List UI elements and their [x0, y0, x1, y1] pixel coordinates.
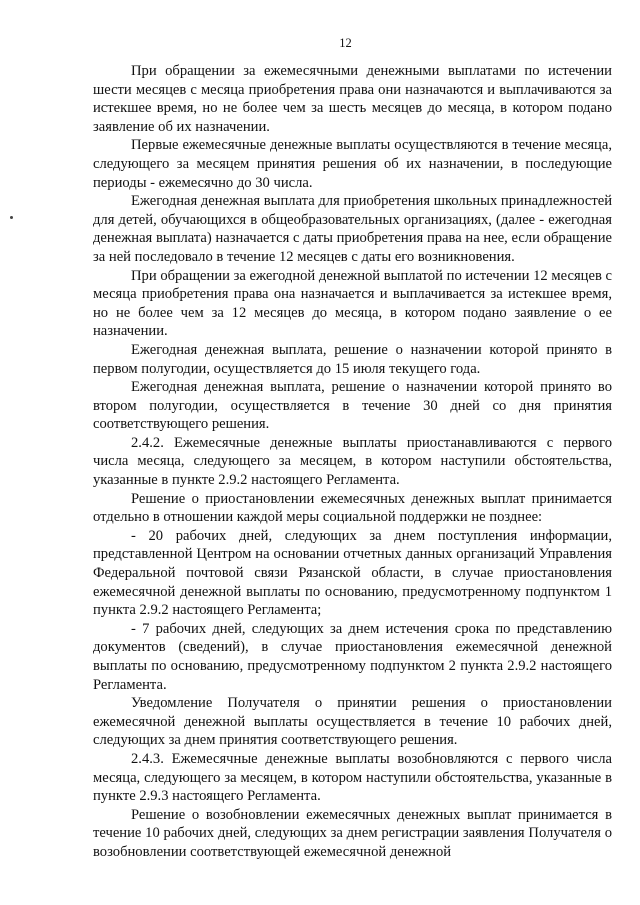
- paragraph: 2.4.3. Ежемесячные денежные выплаты возобновляются с первого числа месяца, следующего за месяцем, в котором наступили обстоятельства, указанные в пункте 2.9.3 настоящего Регламента.: [93, 750, 612, 805]
- paragraph: Ежегодная денежная выплата для приобретения школьных принадлежностей для детей, обучающихся в общеобразовательных организациях, (далее - ежегодная денежная выплата) назначается с даты приобретения права на нее, если обращение за ней последовало в течение 12 месяцев с даты его возникновения.: [93, 193, 612, 265]
- list-item: - 7 рабочих дней, следующих за днем истечения срока по представлению документов (сведений), в случае приостановления ежемесячной денежной выплаты по основанию, предусмотренному подпунктом 2 пункта 2.9.2 настоящего Регламента.: [93, 620, 612, 693]
- paragraph: 2.4.2. Ежемесячные денежные выплаты приостанавливаются с первого числа месяца, следующего за месяцем, в котором наступили обстоятельства, указанные в пункте 2.9.2 настоящего Регламента.: [93, 434, 612, 489]
- paragraph: Первые ежемесячные денежные выплаты осуществляются в течение месяца, следующего за месяцем принятия решения об их назначении, в последующие периоды - ежемесячно до 30 числа.: [93, 137, 612, 191]
- page-number: 12: [339, 36, 352, 50]
- paragraph: Уведомление Получателя о принятии решения о приостановлении ежемесячной денежной выплаты осуществляется в течение 10 рабочих дней, следующих за днем принятия соответствующего решения.: [93, 695, 612, 749]
- paragraph: При обращении за ежемесячными денежными выплатами по истечении шести месяцев с месяца приобретения права они назначаются и выплачиваются за истекшее время, но не более чем за шесть месяцев до месяца, в котором подано заявление об их назначении.: [93, 63, 612, 135]
- margin-dot: [10, 216, 13, 219]
- paragraph: Ежегодная денежная выплата, решение о назначении которой принято в первом полугодии, осуществляется до 15 июля текущего года.: [93, 341, 612, 377]
- paragraph: Ежегодная денежная выплата, решение о назначении которой принято во втором полугодии, осуществляется в течение 30 дней со дня принятия соответствующего решения.: [93, 379, 612, 433]
- list-item: - 20 рабочих дней, следующих за днем поступления информации, представленной Центром на основании отчетных данных организаций Управления Федеральной почтовой связи Рязанской области, в случае приостановления ежемесячной денежной выплаты по основанию, предусмотренному подпунктом 1 пункта 2.9.2 настоящего Регламента;: [93, 527, 612, 619]
- paragraph: Решение о возобновлении ежемесячных денежных выплат принимается в течение 10 рабочих дней, следующих за днем регистрации заявления Получателя о возобновлении соответствующей ежемесячной денежной: [93, 806, 612, 860]
- paragraph: Решение о приостановлении ежемесячных денежных выплат принимается отдельно в отношении каждой меры социальной поддержки не позднее:: [93, 490, 612, 526]
- paragraph: При обращении за ежегодной денежной выплатой по истечении 12 месяцев с месяца приобретения права она назначается и выплачивается за истекшее время, но не более чем за 12 месяцев до месяца, в котором подано заявление о ее назначении.: [93, 267, 612, 340]
